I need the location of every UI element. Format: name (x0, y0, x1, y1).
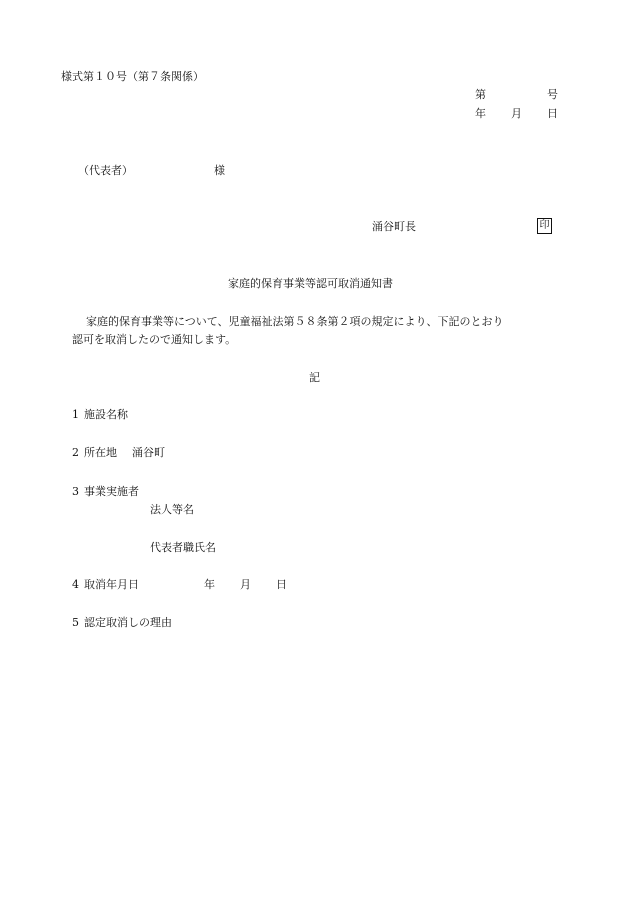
addressee-honorific: 様 (214, 164, 225, 177)
item-1-number: 1 (72, 408, 79, 421)
document-title: 家庭的保育事業等認可取消通知書 (228, 277, 393, 290)
doc-date-month: 月 (511, 107, 522, 120)
item-2-value: 涌谷町 (132, 446, 165, 459)
body-line-1: 家庭的保育事業等について、児童福祉法第５８条第２項の規定により、下記のとおり (86, 315, 504, 328)
addressee-role: （代表者） (78, 164, 133, 177)
item-3-number: 3 (72, 485, 79, 498)
doc-number-prefix: 第 (475, 88, 486, 101)
item-1-label: 施設名称 (84, 408, 128, 421)
item-4-number: 4 (72, 578, 79, 591)
item-3-label: 事業実施者 (84, 485, 139, 498)
doc-number-suffix: 号 (547, 88, 558, 101)
item-4-label: 取消年月日 (84, 578, 139, 591)
item-5-number: 5 (72, 616, 79, 629)
ki-heading: 記 (309, 371, 320, 384)
item-3-rep-label: 代表者職氏名 (150, 541, 216, 554)
issuer-title: 涌谷町長 (372, 220, 416, 233)
item-4-day: 日 (276, 578, 287, 591)
doc-date-year: 年 (475, 107, 486, 120)
seal-mark: 印 (537, 218, 552, 234)
item-5-label: 認定取消しの理由 (84, 616, 172, 629)
doc-date-day: 日 (547, 107, 558, 120)
item-3-corp-name-label: 法人等名 (150, 503, 194, 516)
item-2-number: 2 (72, 446, 79, 459)
body-line-2: 認可を取消したので通知します。 (72, 333, 237, 346)
item-4-year: 年 (204, 578, 215, 591)
item-2-label: 所在地 (84, 446, 117, 459)
form-label: 様式第１０号（第７条関係） (61, 70, 204, 83)
item-4-month: 月 (240, 578, 251, 591)
